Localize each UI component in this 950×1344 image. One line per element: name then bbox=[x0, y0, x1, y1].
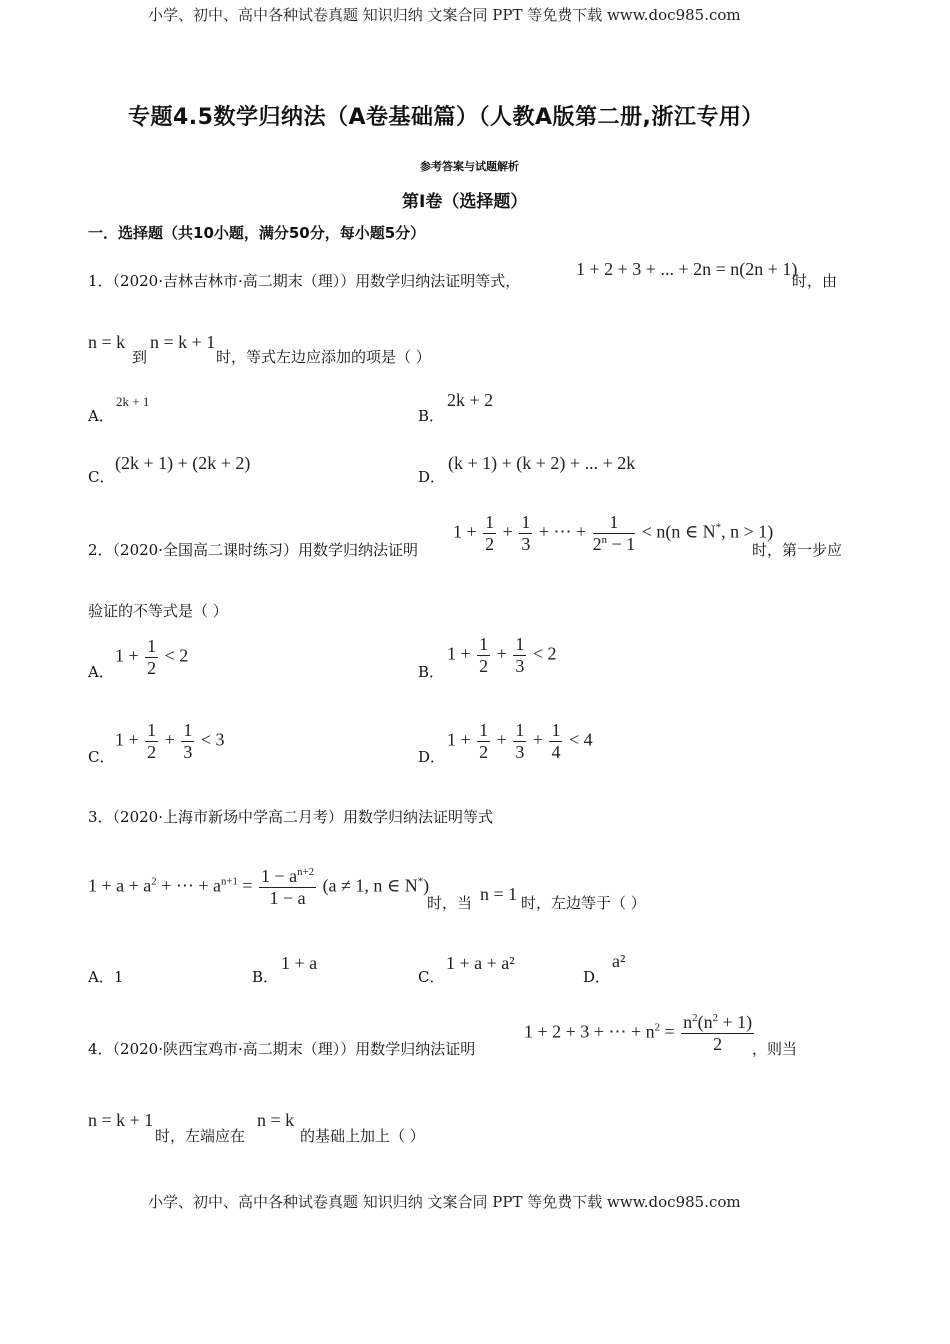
q2-option-c-label: C． bbox=[88, 748, 115, 766]
q2-suffix: 时，第一步应 bbox=[752, 541, 843, 559]
q2-option-a-value: 1 + $\frac{1}{2}$ < 2 bbox=[115, 636, 189, 678]
q2-option-b-value: 1 + $\frac{1}{2}$ + $\frac{1}{3}$ < 2 bbox=[447, 634, 557, 676]
q3-option-c-label: C． bbox=[418, 968, 445, 986]
q2-option-b-label: B． bbox=[418, 663, 445, 681]
q3-formula: $1 + a + a^2$ + ⋯ + $a^{n+1}$ = $\frac{1 - a^{n+2}}{1 - a}$ (a ≠ 1, n ∈ N*) bbox=[88, 866, 430, 908]
q2-line2: 验证的不等式是（ ） bbox=[88, 602, 228, 620]
q2-formula: 1 + $\frac{1}{2}$ + $\frac{1}{3}$ + ⋯ + $\frac{1}{2^n - 1}$ < n(n ∈ N*, n > 1) bbox=[453, 512, 774, 554]
page-header: 小学、初中、高中各种试卷真题 知识归纳 文案合同 PPT 等免费下载 www.doc985.com bbox=[148, 6, 741, 24]
q1-option-c-value: (2k + 1) + (2k + 2) bbox=[115, 453, 251, 473]
q3-option-a: A．1 bbox=[88, 968, 124, 986]
q3-suffix1: 时，当 bbox=[427, 894, 473, 912]
q1-cond-n-k: n = k bbox=[88, 332, 126, 352]
q3-stem: 3．（2020·上海市新场中学高二月考）用数学归纳法证明等式 bbox=[88, 808, 493, 826]
q3-option-d-label: D． bbox=[583, 968, 611, 986]
q3-option-d-value: a² bbox=[612, 951, 626, 971]
q3-option-c-value: 1 + a + a² bbox=[446, 953, 515, 973]
q2-option-c-value: 1 + $\frac{1}{2}$ + $\frac{1}{3}$ < 3 bbox=[115, 720, 225, 762]
q1-stem: 1．（2020·吉林吉林市·高二期末（理））用数学归纳法证明等式， bbox=[88, 272, 521, 290]
q3-suffix2: 时，左边等于（ ） bbox=[521, 894, 646, 912]
q4-stem: 4．（2020·陕西宝鸡市·高二期末（理））用数学归纳法证明 bbox=[88, 1040, 476, 1058]
q1-to: 到 bbox=[132, 348, 148, 366]
subtitle: 参考答案与试题解析 bbox=[420, 160, 519, 173]
q3-cond: n = 1 bbox=[480, 884, 518, 904]
q4-formula: 1 + 2 + 3 + ⋯ + $n^2$ = $\frac{n^2(n^2 + 1)}{2}$ bbox=[524, 1012, 753, 1054]
q1-option-d-value: (k + 1) + (k + 2) + ... + 2k bbox=[448, 453, 636, 473]
q1-suffix: 时，由 bbox=[792, 272, 838, 290]
q1-option-c-label: C． bbox=[88, 468, 115, 486]
q1-option-a-label: A． bbox=[88, 407, 114, 425]
document-title: 专题4.5数学归纳法（A卷基础篇）（人教A版第二册,浙江专用） bbox=[128, 105, 764, 130]
q4-text2: 的基础上加上（ ） bbox=[300, 1127, 425, 1145]
q1-option-d-label: D． bbox=[418, 468, 446, 486]
q1-formula: 1 + 2 + 3 + ... + 2n = n(2n + 1) bbox=[576, 259, 798, 279]
q1-cond-n-k1: n = k + 1 bbox=[150, 332, 216, 352]
q4-cond-n-k1: n = k + 1 bbox=[88, 1110, 154, 1130]
q1-option-b-label: B． bbox=[418, 407, 445, 425]
page-footer: 小学、初中、高中各种试卷真题 知识归纳 文案合同 PPT 等免费下载 www.doc985.com bbox=[148, 1193, 741, 1211]
q4-cond-n-k: n = k bbox=[257, 1110, 295, 1130]
q4-text1: 时，左端应在 bbox=[155, 1127, 246, 1145]
q1-option-a-value: 2k + 1 bbox=[116, 394, 150, 409]
q3-option-b-label: B． bbox=[252, 968, 279, 986]
q2-option-d-label: D． bbox=[418, 748, 446, 766]
q1-option-b-value: 2k + 2 bbox=[447, 390, 494, 410]
q1-question: 时，等式左边应添加的项是（ ） bbox=[216, 348, 431, 366]
q2-option-a-label: A． bbox=[88, 663, 114, 681]
q3-option-b-value: 1 + a bbox=[281, 953, 318, 973]
section-heading: 一．选择题（共10小题，满分50分，每小题5分） bbox=[88, 224, 426, 242]
q4-suffix: ，则当 bbox=[752, 1040, 798, 1058]
part-heading: 第Ⅰ卷（选择题） bbox=[402, 192, 528, 212]
q2-stem: 2．（2020·全国高二课时练习）用数学归纳法证明 bbox=[88, 541, 418, 559]
q2-option-d-value: 1 + $\frac{1}{2}$ + $\frac{1}{3}$ + $\frac{1}{4}$ < 4 bbox=[447, 720, 593, 762]
